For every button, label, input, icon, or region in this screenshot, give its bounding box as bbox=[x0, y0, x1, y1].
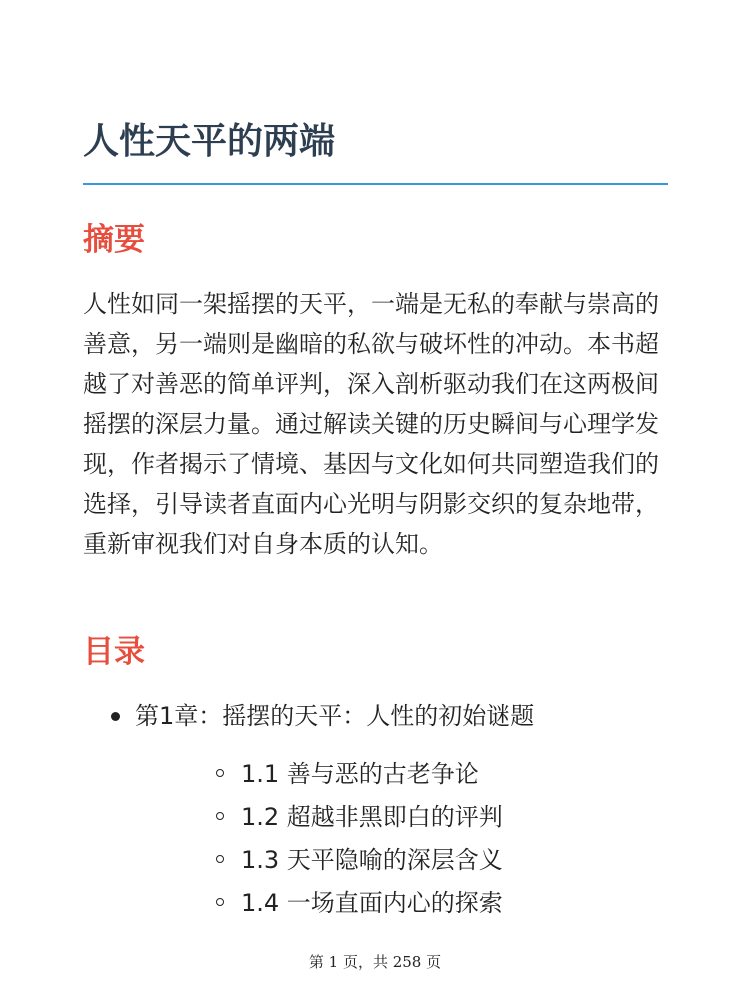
toc-section-list bbox=[135, 754, 668, 926]
bullet-circle-icon bbox=[216, 855, 224, 863]
page-number-footer: 第 1 页，共 258 页 bbox=[308, 953, 442, 971]
toc-section-1-3[interactable] bbox=[135, 840, 668, 883]
toc-section-1-2[interactable] bbox=[135, 797, 668, 840]
toc-section-label: 1.4 一场直面内心的探索 bbox=[241, 889, 503, 917]
toc-section-label: 1.2 超越非黑即白的评判 bbox=[241, 803, 503, 831]
toc-section-1-4[interactable] bbox=[135, 883, 668, 926]
table-of-contents bbox=[83, 696, 668, 926]
summary-heading: 摘要 bbox=[83, 222, 145, 258]
toc-section-1-1[interactable] bbox=[135, 754, 668, 797]
toc-section-label: 1.3 天平隐喻的深层含义 bbox=[241, 846, 503, 874]
bullet-circle-icon bbox=[216, 769, 224, 777]
toc-heading: 目录 bbox=[83, 634, 145, 670]
toc-section-label: 1.1 善与恶的古老争论 bbox=[241, 760, 479, 788]
toc-chapter-label: 第1章：摇摆的天平：人性的初始谜题 bbox=[135, 702, 535, 730]
bullet-disc-icon bbox=[111, 712, 120, 721]
bullet-circle-icon bbox=[216, 812, 224, 820]
toc-chapter-1[interactable] bbox=[83, 696, 668, 926]
title-divider bbox=[83, 183, 668, 185]
bullet-circle-icon bbox=[216, 898, 224, 906]
document-page bbox=[83, 0, 668, 1000]
summary-text: 人性如同一架摇摆的天平，一端是无私的奉献与崇高的善意，另一端则是幽暗的私欲与破坏性的冲动。本书超越了对善恶的简单评判，深入剖析驱动我们在这两极间摇摆的深层力量。通过解读关键的历史瞬间与心理学发现，作者揭示了情境、基因与文化如何共同塑造我们的选择，引导读者直面内心光明与阴影交织的复杂地带，重新审视我们对自身本质的认知。 bbox=[83, 290, 659, 558]
document-title: 人性天平的两端 bbox=[83, 121, 336, 162]
